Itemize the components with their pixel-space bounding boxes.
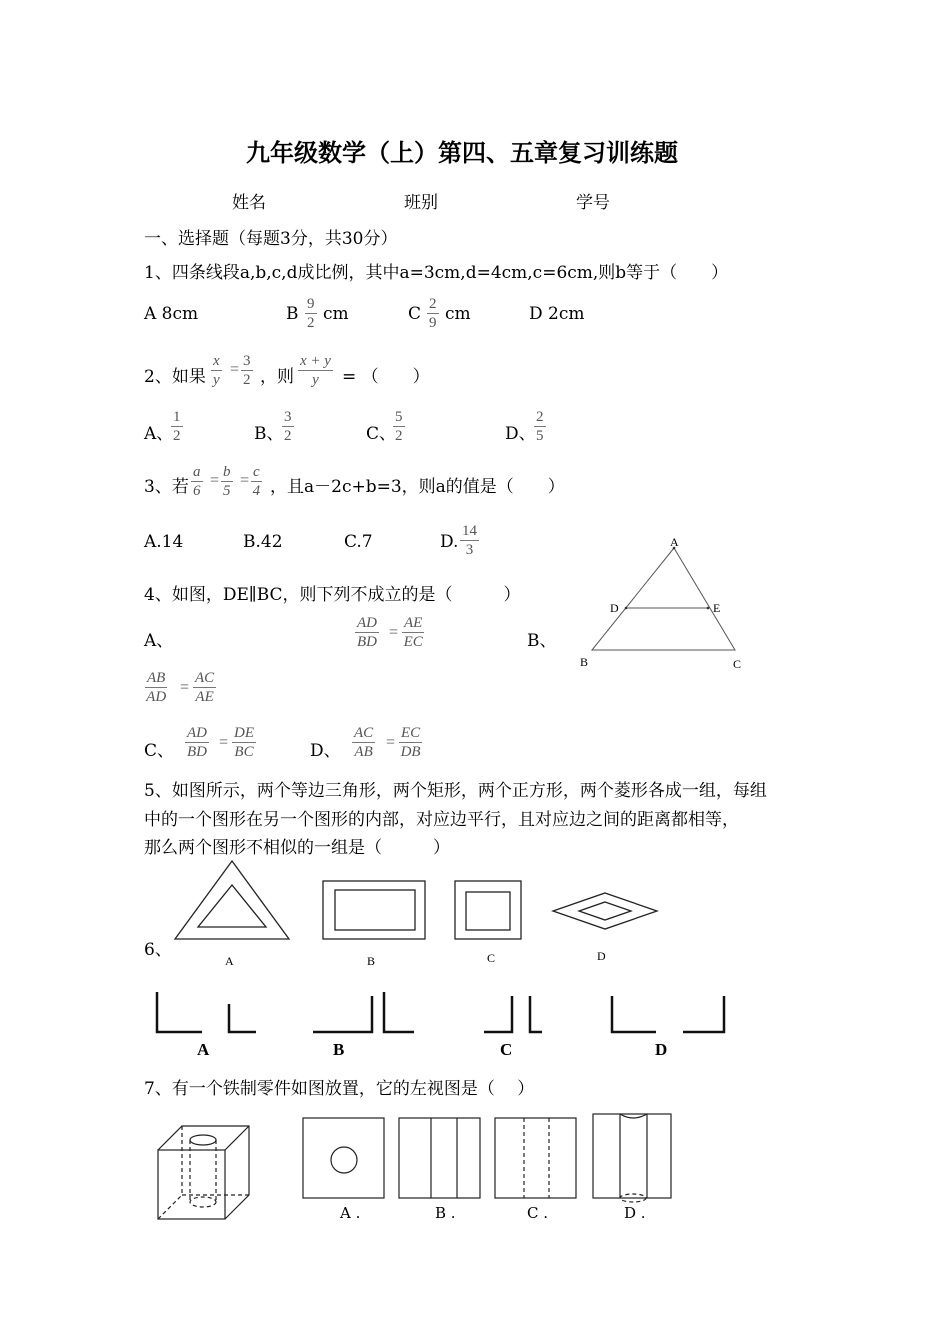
q2-fraction-x-y: $\frac{x}{y}$ xyxy=(213,353,220,388)
q4-option-b-fraction-1: $\frac{AB}{AD}$ xyxy=(146,670,167,705)
q7-label-a: A . xyxy=(340,1204,361,1222)
q1-option-b-label: B xyxy=(286,304,299,324)
q4-option-a-fraction-1: $\frac{AD}{BD}$ xyxy=(357,615,377,650)
q6-label-b: B xyxy=(333,1040,345,1059)
q5-line-1: 5、如图所示，两个等边三角形，两个矩形，两个正方形，两个菱形各成一组，每组 xyxy=(144,781,767,801)
class-label: 班别 xyxy=(404,193,438,213)
q1-option-d: D 2cm xyxy=(529,304,585,324)
q4-option-b-equals: = xyxy=(180,679,190,696)
q4-option-c-label: C、 xyxy=(144,741,175,761)
q3-fraction-b-5: $\frac{b}{5}$ xyxy=(223,464,231,499)
q2-option-d-label: D、 xyxy=(505,424,536,444)
q1-option-c-label: C xyxy=(408,304,422,324)
q7-option-d-figure xyxy=(593,1114,671,1202)
q4-option-d-label: D、 xyxy=(310,741,341,761)
q1-option-c-unit: cm xyxy=(445,304,471,324)
q5-figure-c-inner xyxy=(466,892,510,930)
q4-option-a-fraction-2: $\frac{AE}{EC}$ xyxy=(403,615,423,650)
q4-option-d-fraction-2: $\frac{EC}{DB}$ xyxy=(400,725,421,760)
q7-iron-part xyxy=(158,1126,249,1219)
q3-fraction-a-6: $\frac{a}{6}$ xyxy=(193,464,201,499)
q4-option-a-equals: = xyxy=(389,624,399,641)
q5-figure-d-inner xyxy=(579,902,631,920)
tri-label-d: D xyxy=(610,601,619,615)
q5-label-b: B xyxy=(367,954,376,968)
q2-option-a-fraction: $\frac{1}{2}$ xyxy=(173,409,181,444)
q6-label-d: D xyxy=(655,1040,668,1059)
q1-stem: 1、四条线段a,b,c,d成比例，其中a=3cm,d=4cm,c=6cm,则b等于（ ） xyxy=(144,263,729,283)
q4-option-d-fraction-1: $\frac{AC}{AB}$ xyxy=(354,725,374,760)
q4-option-b-fraction-2: $\frac{AC}{AE}$ xyxy=(195,670,215,705)
q7-label-b: B . xyxy=(435,1204,456,1222)
q7-label-c: C . xyxy=(527,1204,549,1222)
tri-label-c: C xyxy=(733,657,742,671)
q4-option-c-equals: = xyxy=(219,734,229,751)
q2-mid-text: ，则 xyxy=(260,367,294,387)
q4-option-c-fraction-2: $\frac{DE}{BC}$ xyxy=(234,725,254,760)
q7-option-a-figure xyxy=(303,1118,384,1198)
q3-option-c: C.7 xyxy=(344,532,373,552)
q2-option-c-label: C、 xyxy=(366,424,397,444)
q7-option-c-figure xyxy=(495,1118,576,1198)
tri-label-e: E xyxy=(713,601,721,615)
q4-option-c-fraction-1: $\frac{AD}{BD}$ xyxy=(187,725,207,760)
q4-option-a-label: A、 xyxy=(144,631,174,651)
q2-fraction-xy-y: $\frac{x + y}{y}$ xyxy=(300,353,331,388)
q3-option-d-fraction: $\frac{14}{3}$ xyxy=(462,523,477,558)
q3-suffix: ，且a－2c+b=3，则a的值是（ ） xyxy=(270,477,565,497)
q1-option-c-fraction: $\frac{2}{9}$ xyxy=(429,296,437,331)
q5-label-d: D xyxy=(597,949,606,963)
q5-figure-a-inner xyxy=(198,885,266,927)
q3-option-b: B.42 xyxy=(243,532,283,552)
q2-option-d-fraction: $\frac{2}{5}$ xyxy=(536,409,544,444)
q5-line-2: 中的一个图形在另一个图形的内部，对应边平行，且对应边之间的距离都相等， xyxy=(144,810,739,830)
q4-option-d-equals: = xyxy=(386,734,396,751)
tri-label-b: B xyxy=(580,655,589,669)
tri-label-a: A xyxy=(670,535,679,549)
q7-figures xyxy=(150,1110,690,1225)
q7-label-d: D . xyxy=(624,1204,646,1222)
q2-option-b-label: B、 xyxy=(254,424,284,444)
q7-stem: 7、有一个铁制零件如图放置，它的左视图是（ ） xyxy=(144,1079,535,1099)
q4-option-b-label: B、 xyxy=(527,631,557,651)
q2-suffix: = （ ） xyxy=(342,367,430,387)
q2-prefix: 2、如果 xyxy=(144,367,206,387)
q4-triangle-figure xyxy=(575,535,755,675)
page-title: 九年级数学（上）第四、五章复习训练题 xyxy=(246,138,678,167)
q6-label-a: A xyxy=(197,1040,210,1059)
q2-option-b-fraction: $\frac{3}{2}$ xyxy=(284,409,292,444)
q3-prefix: 3、若 xyxy=(144,477,189,497)
q2-fraction-3-2: $\frac{3}{2}$ xyxy=(243,353,251,388)
q3-fraction-c-4: $\frac{c}{4}$ xyxy=(252,464,261,499)
q1-option-a: A 8cm xyxy=(144,304,199,324)
q5-label-c: C xyxy=(487,951,496,965)
q6-figures xyxy=(150,990,740,1040)
q1-option-b-fraction: $\frac{9}{2}$ xyxy=(307,296,315,331)
q6-number: 6、 xyxy=(144,940,172,960)
q5-line-3: 那么两个图形不相似的一组是（ ） xyxy=(144,838,450,858)
q5-figure-b-inner xyxy=(335,890,415,930)
q1-option-b-unit: cm xyxy=(323,304,349,324)
section-heading: 一、选择题（每题3分，共30分） xyxy=(144,229,398,249)
q7-option-b-figure xyxy=(399,1118,480,1198)
q2-option-c-fraction: $\frac{5}{2}$ xyxy=(395,409,403,444)
q6-label-c: C xyxy=(500,1040,513,1059)
q2-option-a-label: A、 xyxy=(144,424,174,444)
q3-equals-2: = xyxy=(240,472,250,489)
q5-figure-d-outer xyxy=(553,893,657,929)
q5-label-a: A xyxy=(225,954,234,968)
q2-equals: = xyxy=(230,361,240,378)
q3-equals-1: = xyxy=(210,472,220,489)
student-id-label: 学号 xyxy=(576,193,610,213)
q3-option-a: A.14 xyxy=(144,532,184,552)
q3-option-d-label: D. xyxy=(440,532,459,552)
q5-figures xyxy=(170,855,670,970)
name-label: 姓名 xyxy=(232,193,266,213)
q4-stem: 4、如图，DE∥BC，则下列不成立的是（ ） xyxy=(144,585,521,605)
